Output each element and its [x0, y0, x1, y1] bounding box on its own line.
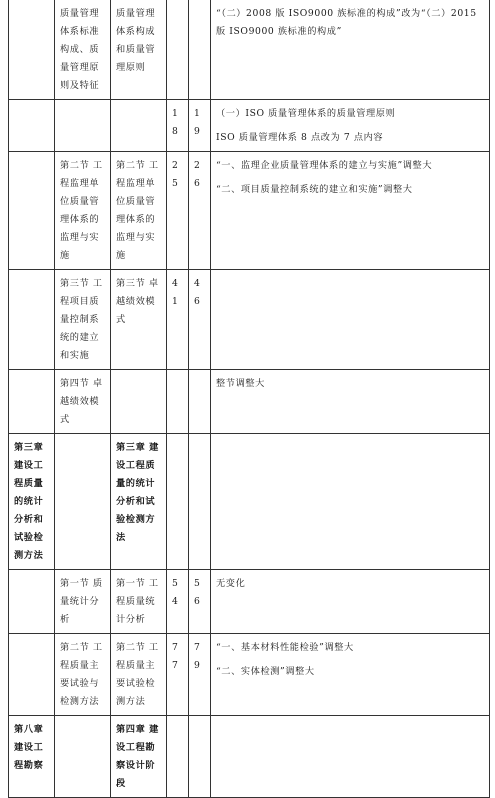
change-note-cell	[211, 434, 490, 570]
new-page-cell	[189, 716, 211, 798]
new-page-cell	[189, 0, 211, 100]
old-page-cell	[167, 434, 189, 570]
change-note: “一、基本材料性能检验”调整大	[216, 642, 354, 653]
new-page-cell	[189, 434, 211, 570]
old-page-cell	[167, 370, 189, 434]
new-section-cell: 第二节 工程监理单位质量管理体系的监理与实施	[111, 152, 167, 270]
comparison-table	[8, 0, 490, 798]
old-section-cell	[55, 100, 111, 152]
change-note: ISO 质量管理体系 8 点改为 7 点内容	[216, 132, 384, 143]
change-note: 无变化	[216, 578, 246, 589]
change-note-cell	[211, 634, 490, 716]
old-page-cell	[167, 0, 189, 100]
change-note-cell	[211, 0, 490, 100]
old-chapter-cell: 第三章 建设工程质量的统计分析和试验检测方法	[9, 434, 55, 570]
new-section-cell: 第四章 建设工程勘察设计阶段	[111, 716, 167, 798]
change-note: “二、实体检测”调整大	[216, 666, 315, 677]
old-page-cell: 77	[167, 634, 189, 716]
change-note-cell	[211, 716, 490, 798]
old-section-cell	[55, 716, 111, 798]
old-chapter-cell	[9, 634, 55, 716]
old-section-cell: 质量管理体系标准构成、质量管理原则及特征	[55, 0, 111, 100]
old-chapter-cell	[9, 152, 55, 270]
old-chapter-cell	[9, 100, 55, 152]
change-note: （一）ISO 质量管理体系的质量管理原则	[216, 108, 396, 119]
new-section-cell: 第三章 建设工程质量的统计分析和试验检测方法	[111, 434, 167, 570]
new-section-cell	[111, 100, 167, 152]
change-note-cell	[211, 570, 490, 634]
change-note: “二、项目质量控制系统的建立和实施”调整大	[216, 184, 413, 195]
table-row	[9, 370, 490, 434]
old-chapter-cell	[9, 0, 55, 100]
table-row	[9, 0, 490, 100]
new-page-cell: 19	[189, 100, 211, 152]
old-chapter-cell	[9, 370, 55, 434]
new-page-cell: 46	[189, 270, 211, 370]
old-section-cell: 第一节 质量统计分析	[55, 570, 111, 634]
table-row	[9, 570, 490, 634]
new-section-cell: 第二节 工程质量主要试验检测方法	[111, 634, 167, 716]
change-note-cell	[211, 270, 490, 370]
new-section-cell	[111, 370, 167, 434]
old-page-cell: 41	[167, 270, 189, 370]
old-chapter-cell	[9, 270, 55, 370]
change-note: “（二）2008 版 ISO9000 族标准的构成”改为“（二）2015 版 ISO9000 族标准的构成”	[216, 8, 477, 37]
new-page-cell	[189, 370, 211, 434]
old-page-cell	[167, 716, 189, 798]
new-section-cell: 第一节 工程质量统计分析	[111, 570, 167, 634]
old-chapter-cell: 第八章 建设工程勘察	[9, 716, 55, 798]
old-section-cell: 第二节 工程监理单位质量管理体系的监理与实施	[55, 152, 111, 270]
new-section-cell: 质量管理体系构成和质量管理原则	[111, 0, 167, 100]
old-page-cell: 18	[167, 100, 189, 152]
old-section-cell	[55, 434, 111, 570]
table-row	[9, 270, 490, 370]
old-section-cell: 第二节 工程质量主要试验与检测方法	[55, 634, 111, 716]
new-page-cell: 26	[189, 152, 211, 270]
new-page-cell: 79	[189, 634, 211, 716]
old-section-cell: 第四节 卓越绩效模式	[55, 370, 111, 434]
old-chapter-cell	[9, 570, 55, 634]
table-row	[9, 434, 490, 570]
new-section-cell: 第三节 卓越绩效模式	[111, 270, 167, 370]
change-note-cell	[211, 370, 490, 434]
change-note: 整节调整大	[216, 378, 265, 389]
change-note-cell	[211, 152, 490, 270]
old-page-cell: 25	[167, 152, 189, 270]
new-page-cell: 56	[189, 570, 211, 634]
table-row	[9, 152, 490, 270]
old-section-cell: 第三节 工程项目质量控制系统的建立和实施	[55, 270, 111, 370]
change-note-cell	[211, 100, 490, 152]
table-row	[9, 716, 490, 798]
change-note: “一、监理企业质量管理体系的建立与实施”调整大	[216, 160, 433, 171]
table-row	[9, 100, 490, 152]
table-row	[9, 634, 490, 716]
old-page-cell: 54	[167, 570, 189, 634]
